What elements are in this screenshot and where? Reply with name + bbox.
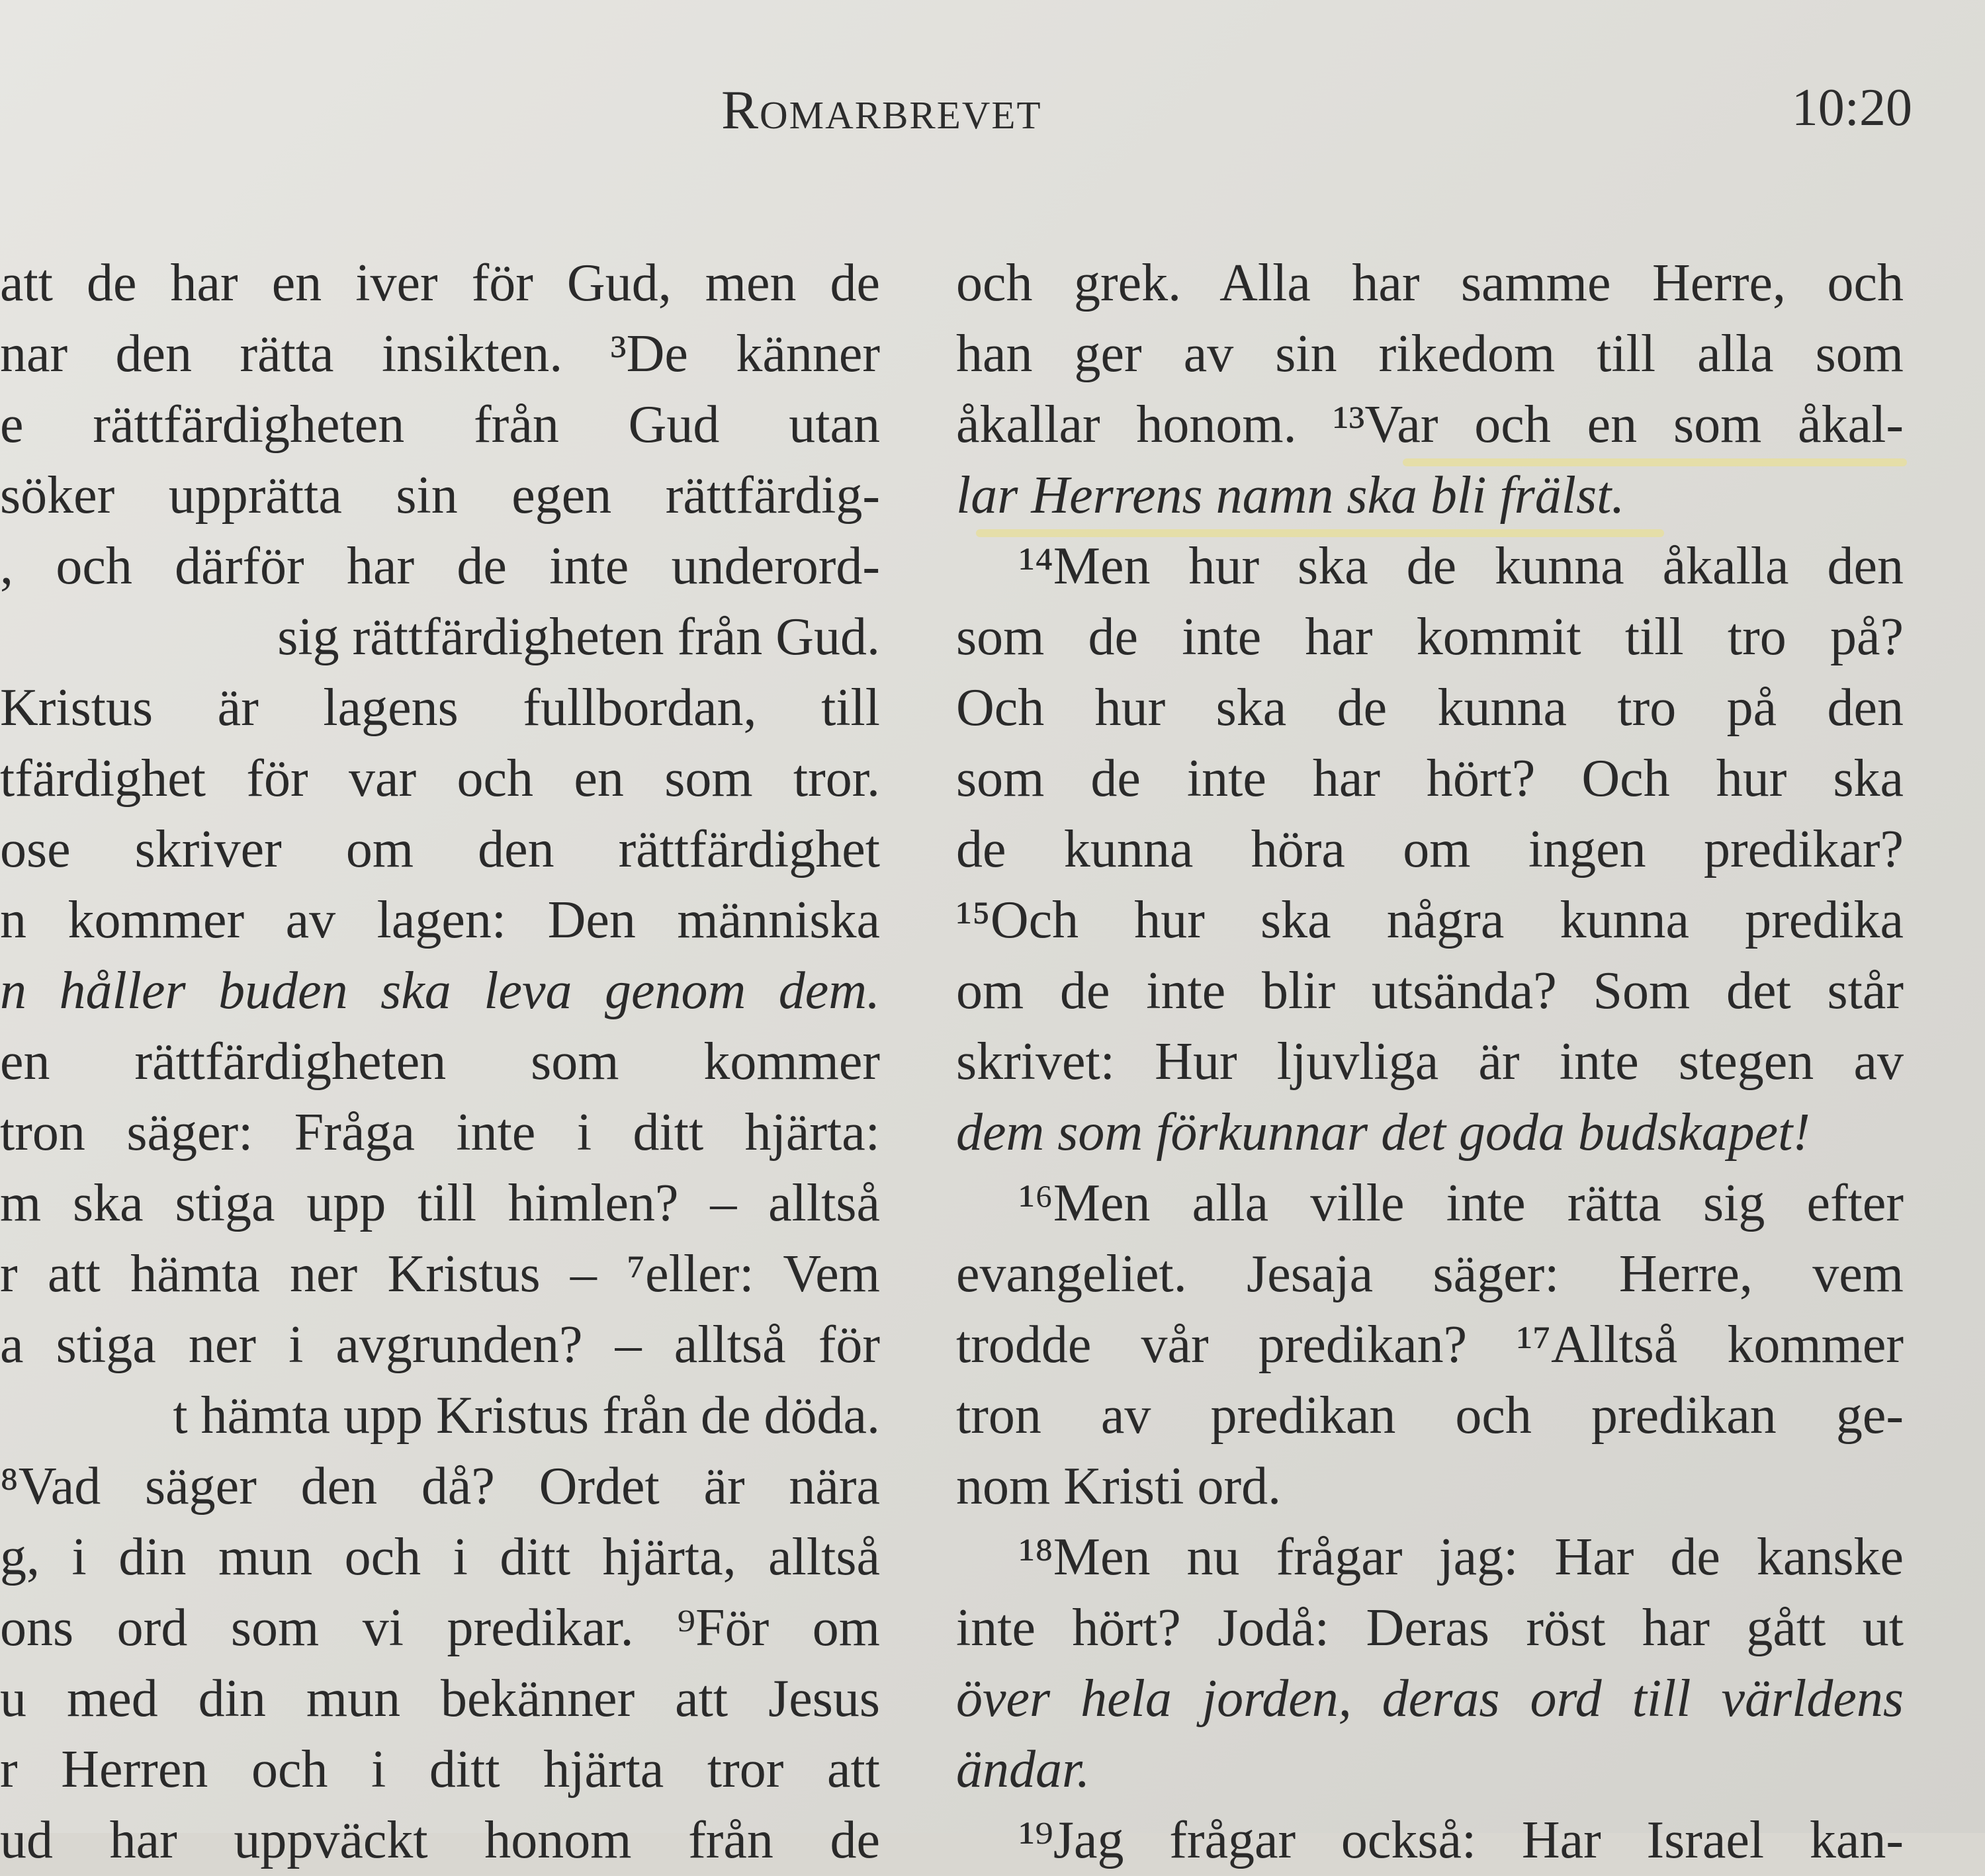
text-line: att de har en iver för Gud, men de <box>0 254 880 312</box>
text-line: tfärdighet för var och en som tror. <box>0 749 880 808</box>
text-line: r att hämta ner Kristus – ⁷eller: Vem <box>0 1245 880 1303</box>
text-line-italic: n håller buden ska leva genom dem. <box>0 962 880 1020</box>
text-line-verse-start: ¹⁸Men nu frågar jag: Har de kanske <box>1019 1528 1904 1586</box>
text-line-verse-start: ¹⁹Jag frågar också: Har Israel kan- <box>1019 1811 1904 1869</box>
text-line: ose skriver om den rättfärdighet <box>0 820 880 878</box>
text-line: t hämta upp Kristus från de döda. <box>173 1386 880 1445</box>
text-line: skrivet: Hur ljuvliga är inte stegen av <box>956 1033 1904 1091</box>
text-line: söker upprätta sin egen rättfärdig- <box>0 466 880 525</box>
text-line: trodde vår predikan? ¹⁷Alltså kommer <box>956 1316 1904 1374</box>
text-line: tron säger: Fråga inte i ditt hjärta: <box>0 1103 880 1162</box>
right-text-column <box>956 248 1904 1876</box>
text-line-italic: över hela jorden, deras ord till världens <box>956 1670 1904 1728</box>
text-line-italic: lar Herrens namn ska bli frälst. <box>956 466 1625 525</box>
chapter-verse-reference: 10:20 <box>1791 79 1912 137</box>
text-line-italic: ändar. <box>956 1740 1090 1799</box>
text-line: som de inte har kommit till tro på? <box>956 608 1904 666</box>
text-line: g, i din mun och i ditt hjärta, alltså <box>0 1528 880 1586</box>
text-line: ud har uppväckt honom från de <box>0 1811 880 1869</box>
text-line-verse-start: ¹⁴Men hur ska de kunna åkalla den <box>1019 537 1904 595</box>
text-line-verse-start: ¹⁶Men alla ville inte rätta sig efter <box>1019 1174 1904 1232</box>
text-line: ¹⁵Och hur ska några kunna predika <box>956 891 1904 949</box>
text-line: de kunna höra om ingen predikar? <box>956 820 1904 878</box>
text-line: a stiga ner i avgrunden? – alltså för <box>0 1316 880 1374</box>
text-line: Kristus är lagens fullbordan, till <box>0 679 880 737</box>
text-line: r Herren och i ditt hjärta tror att <box>0 1740 880 1799</box>
text-line: Och hur ska de kunna tro på den <box>956 679 1904 737</box>
text-line: ⁸Vad säger den då? Ordet är nära <box>0 1457 880 1515</box>
text-line: nar den rätta insikten. ³De känner <box>0 325 880 383</box>
highlighter-mark <box>1403 458 1907 466</box>
text-line-italic: dem som förkunnar det goda budskapet! <box>956 1103 1810 1162</box>
text-line: ons ord som vi predikar. ⁹För om <box>0 1599 880 1657</box>
text-line: e rättfärdigheten från Gud utan <box>0 396 880 454</box>
running-head-book-title: Romarbrevet <box>721 79 1042 141</box>
text-line: en rättfärdigheten som kommer <box>0 1033 880 1091</box>
left-text-column <box>0 248 880 1876</box>
highlighter-mark <box>976 529 1664 537</box>
text-line: , och därför har de inte underord- <box>0 537 880 595</box>
text-line: sig rättfärdigheten från Gud. <box>277 608 880 666</box>
text-line: evangeliet. Jesaja säger: Herre, vem <box>956 1245 1904 1303</box>
text-line: han ger av sin rikedom till alla som <box>956 325 1904 383</box>
text-line: om de inte blir utsända? Som det står <box>956 962 1904 1020</box>
text-line: u med din mun bekänner att Jesus <box>0 1670 880 1728</box>
text-line: nom Kristi ord. <box>956 1457 1282 1515</box>
text-line: n kommer av lagen: Den människa <box>0 891 880 949</box>
text-line: m ska stiga upp till himlen? – alltså <box>0 1174 880 1232</box>
text-line: inte hört? Jodå: Deras röst har gått ut <box>956 1599 1904 1657</box>
text-line: tron av predikan och predikan ge- <box>956 1386 1904 1445</box>
text-line: åkallar honom. ¹³Var och en som åkal- <box>956 396 1904 454</box>
text-line: och grek. Alla har samme Herre, och <box>956 254 1904 312</box>
text-line: som de inte har hört? Och hur ska <box>956 749 1904 808</box>
